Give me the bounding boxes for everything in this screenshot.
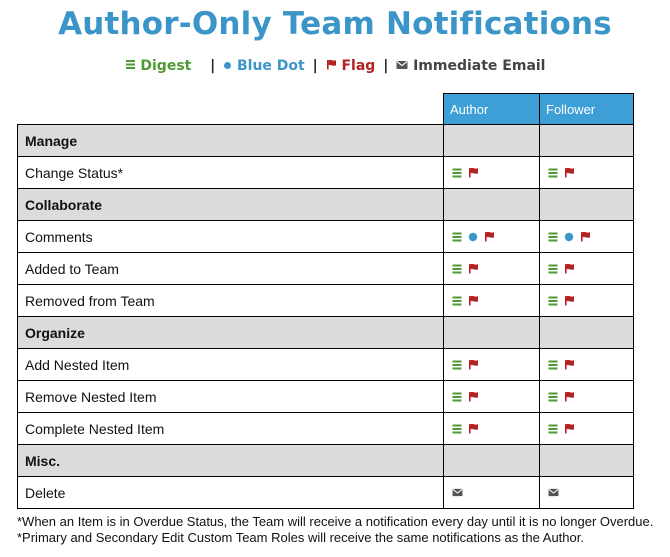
legend-email [396,58,545,74]
author-notifications-cell [444,413,540,445]
legend-email-label: Immediate Email [413,58,546,74]
notifications-table [17,93,634,509]
author-icon-group [451,295,532,306]
author-icon-group [451,423,532,434]
section-fill-cell [444,125,540,157]
flag-icon [468,359,479,370]
section-fill-cell [540,317,634,349]
list-icon [548,264,558,274]
follower-icon-group [547,231,626,242]
section-label: Organize [18,317,444,349]
follower-icon-group [547,295,626,306]
follower-icon-group [547,359,626,370]
section-fill-cell [540,445,634,477]
table-row-delete [18,477,634,509]
envelope-icon [452,488,463,497]
section-fill-cell [444,317,540,349]
author-notifications-cell [444,253,540,285]
page-title: Author-Only Team Notifications [58,6,612,42]
event-label: Change Status* [18,157,444,189]
author-notifications-cell [444,477,540,509]
follower-icon-group [547,488,626,497]
author-notifications-cell [444,157,540,189]
event-label: Removed from Team [18,285,444,317]
flag-icon [468,167,479,178]
follower-notifications-cell [540,477,634,509]
author-icon-group [451,359,532,370]
follower-notifications-cell [540,253,634,285]
table-row-add-nested-item [18,349,634,381]
event-label: Remove Nested Item [18,381,444,413]
follower-notifications-cell [540,381,634,413]
section-fill-cell [540,189,634,221]
follower-notifications-cell [540,221,634,253]
legend-digest [125,58,197,74]
list-icon [548,424,558,434]
footnote-custom-roles: *Primary and Secondary Edit Custom Team Roles will receive the same notifications as the Author. [17,530,584,545]
legend-blue-dot-label: Blue Dot [236,58,305,74]
author-notifications-cell [444,285,540,317]
column-header-follower: Follower [540,94,634,125]
list-icon [452,424,462,434]
blue-dot-icon [564,232,574,242]
section-fill-cell [540,125,634,157]
event-label: Add Nested Item [18,349,444,381]
table-row-complete-nested-item [18,413,634,445]
blue-dot-icon [223,61,232,70]
header-blank-cell [18,94,444,125]
follower-icon-group [547,167,626,178]
follower-notifications-cell [540,285,634,317]
follower-notifications-cell [540,413,634,445]
flag-icon [564,295,575,306]
section-row-collaborate [18,189,634,221]
flag-icon [564,391,575,402]
follower-icon-group [547,263,626,274]
legend-flag-label: Flag [341,58,376,74]
list-icon [125,59,136,70]
section-label: Misc. [18,445,444,477]
list-icon [548,360,558,370]
legend-flag [326,58,381,74]
list-icon [452,360,462,370]
event-label: Added to Team [18,253,444,285]
table-row-change-status [18,157,634,189]
section-label: Collaborate [18,189,444,221]
table-row-comments [18,221,634,253]
author-icon-group [451,263,532,274]
author-notifications-cell [444,381,540,413]
flag-icon [468,263,479,274]
event-label: Delete [18,477,444,509]
flag-icon [326,59,337,70]
flag-icon [580,231,591,242]
envelope-icon [548,488,559,497]
table-row-added-to-team [18,253,634,285]
author-icon-group [451,488,532,497]
list-icon [452,264,462,274]
legend [0,58,670,74]
table-row-remove-nested-item [18,381,634,413]
list-icon [548,296,558,306]
list-icon [452,168,462,178]
event-label: Complete Nested Item [18,413,444,445]
legend-separator: | [210,58,216,74]
follower-icon-group [547,423,626,434]
legend-digest-label: Digest [140,58,192,74]
section-fill-cell [444,445,540,477]
follower-notifications-cell [540,349,634,381]
section-row-organize [18,317,634,349]
flag-icon [484,231,495,242]
legend-blue-dot [223,58,310,74]
section-row-manage [18,125,634,157]
flag-icon [468,391,479,402]
flag-icon [564,423,575,434]
flag-icon [564,167,575,178]
envelope-icon [396,60,408,70]
follower-icon-group [547,391,626,402]
blue-dot-icon [468,232,478,242]
list-icon [452,296,462,306]
section-fill-cell [444,189,540,221]
table-row-removed-from-team [18,285,634,317]
legend-separator: | [383,58,389,74]
column-header-author: Author [444,94,540,125]
author-icon-group [451,167,532,178]
flag-icon [468,295,479,306]
flag-icon [468,423,479,434]
legend-separator: | [312,58,318,74]
follower-notifications-cell [540,157,634,189]
flag-icon [564,359,575,370]
event-label: Comments [18,221,444,253]
author-icon-group [451,391,532,402]
list-icon [548,232,558,242]
author-notifications-cell [444,221,540,253]
section-row-misc [18,445,634,477]
list-icon [548,392,558,402]
footnotes [17,514,667,546]
author-notifications-cell [444,349,540,381]
section-label: Manage [18,125,444,157]
list-icon [452,232,462,242]
table-header-row [18,94,634,125]
list-icon [548,168,558,178]
footnote-overdue: *When an Item is in Overdue Status, the Team will receive a notification every day until it is no longer Overdue. [17,514,654,529]
author-icon-group [451,231,532,242]
list-icon [452,392,462,402]
flag-icon [564,263,575,274]
